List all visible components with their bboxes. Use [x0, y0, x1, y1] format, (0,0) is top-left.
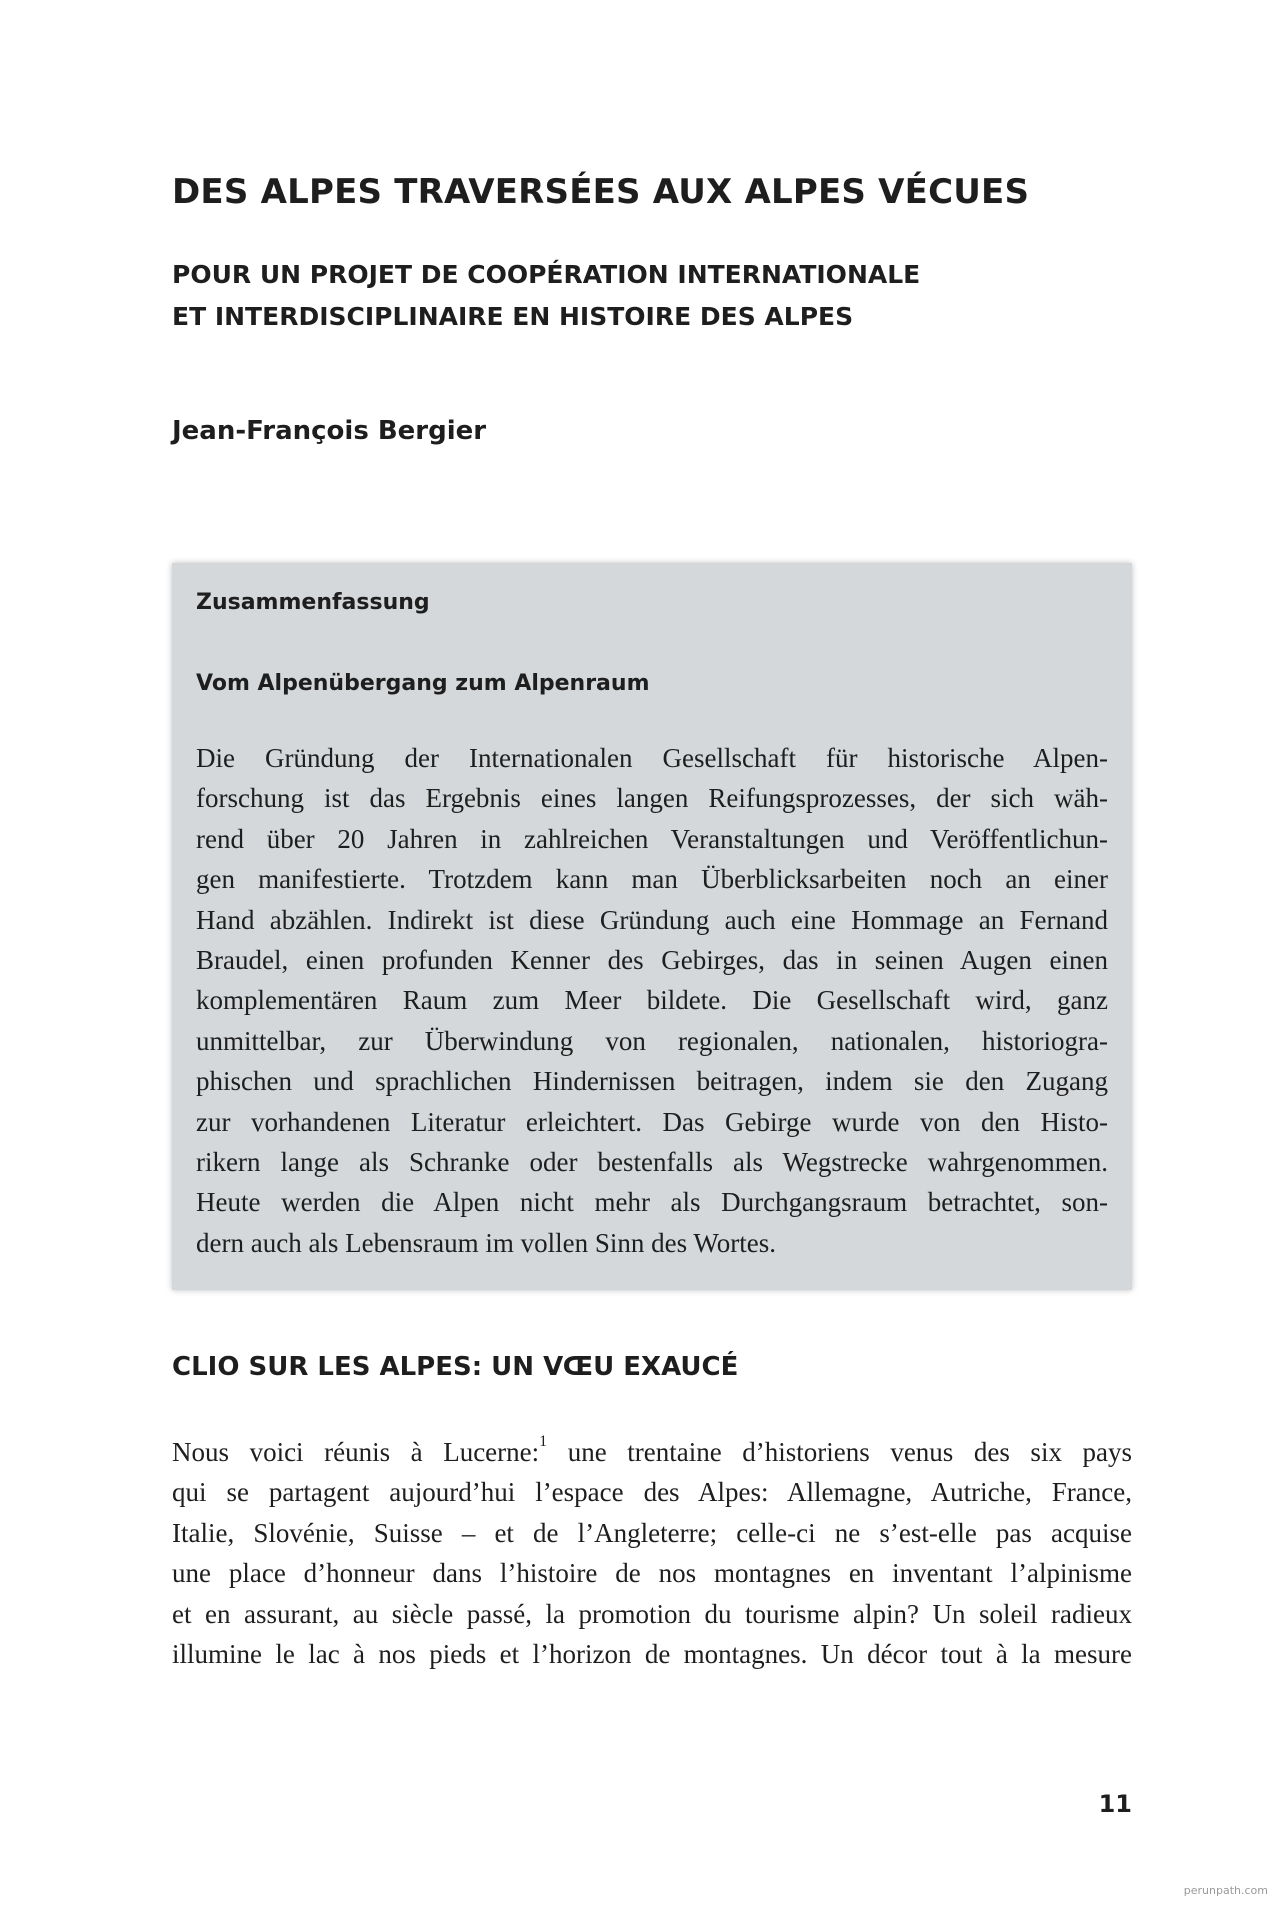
- abstract-line: forschung ist das Ergebnis eines langen Reifungsprozesses, der sich wäh-: [196, 783, 1108, 814]
- abstract-line: Die Gründung der Internationalen Gesellschaft für historische Alpen-: [196, 743, 1108, 773]
- subtitle-line-1: POUR UN PROJET DE COOPÉRATION INTERNATIONALE: [172, 260, 921, 289]
- abstract-paragraph: [196, 738, 1108, 1263]
- body-line: qui se partagent aujourd’hui l’espace des Alpes: Allemagne, Autriche, France,: [172, 1477, 1132, 1508]
- body-line: une place d’honneur dans l’histoire de nos montagnes en inventant l’alpinisme: [172, 1558, 1132, 1589]
- abstract-line: Braudel, einen profunden Kenner des Gebirges, das in seinen Augen einen: [196, 945, 1108, 976]
- abstract-line: gen manifestierte. Trotzdem kann man Überblicksarbeiten noch an einer: [196, 864, 1108, 895]
- page-number: 11: [1098, 1790, 1132, 1818]
- body-paragraph: [172, 1432, 1132, 1674]
- abstract-heading: Zusammenfassung: [196, 590, 430, 615]
- abstract-subheading: Vom Alpenübergang zum Alpenraum: [196, 671, 650, 696]
- footnote-reference[interactable]: 1: [539, 1433, 548, 1450]
- abstract-line: zur vorhandenen Literatur erleichtert. Das Gebirge wurde von den Histo-: [196, 1106, 1108, 1137]
- abstract-line: Heute werden die Alpen nicht mehr als Durchgangsraum betrachtet, son-: [196, 1187, 1108, 1218]
- abstract-line: Hand abzählen. Indirekt ist diese Gründung auch eine Hommage an Fernand: [196, 904, 1108, 935]
- body-line-start: Nous voici réunis à Lucerne:: [172, 1437, 540, 1467]
- body-line: [172, 1432, 1132, 1472]
- article-subtitle: [172, 254, 1132, 338]
- watermark: perunpath.com: [1183, 1884, 1268, 1897]
- section-heading: CLIO SUR LES ALPES: UN VŒU EXAUCÉ: [172, 1352, 739, 1382]
- body-line: illumine le lac à nos pieds et l’horizon de montagnes. Un décor tout à la mesure: [172, 1639, 1132, 1670]
- author-name: Jean-François Bergier: [172, 416, 487, 446]
- body-line-end: une trentaine d’historiens venus des six pays: [547, 1437, 1132, 1467]
- body-line: et en assurant, au siècle passé, la promotion du tourisme alpin? Un soleil radieux: [172, 1598, 1132, 1629]
- abstract-line: rikern lange als Schranke oder bestenfalls als Wegstrecke wahrgenommen.: [196, 1147, 1108, 1178]
- subtitle-line-2: ET INTERDISCIPLINAIRE EN HISTOIRE DES ALPES: [172, 302, 854, 331]
- abstract-line: rend über 20 Jahren in zahlreichen Veranstaltungen und Veröffentlichun-: [196, 823, 1108, 854]
- article-title: DES ALPES TRAVERSÉES AUX ALPES VÉCUES: [172, 172, 1030, 212]
- abstract-line: dern auch als Lebensraum im vollen Sinn des Wortes.: [196, 1227, 776, 1258]
- abstract-line: phischen und sprachlichen Hindernissen beitragen, indem sie den Zugang: [196, 1066, 1108, 1097]
- abstract-line: unmittelbar, zur Überwindung von regionalen, nationalen, historiogra-: [196, 1025, 1108, 1056]
- abstract-line: komplementären Raum zum Meer bildete. Die Gesellschaft wird, ganz: [196, 985, 1108, 1016]
- body-line: Italie, Slovénie, Suisse – et de l’Angleterre; celle-ci ne s’est-elle pas acquise: [172, 1517, 1132, 1548]
- abstract-box: [172, 563, 1132, 1290]
